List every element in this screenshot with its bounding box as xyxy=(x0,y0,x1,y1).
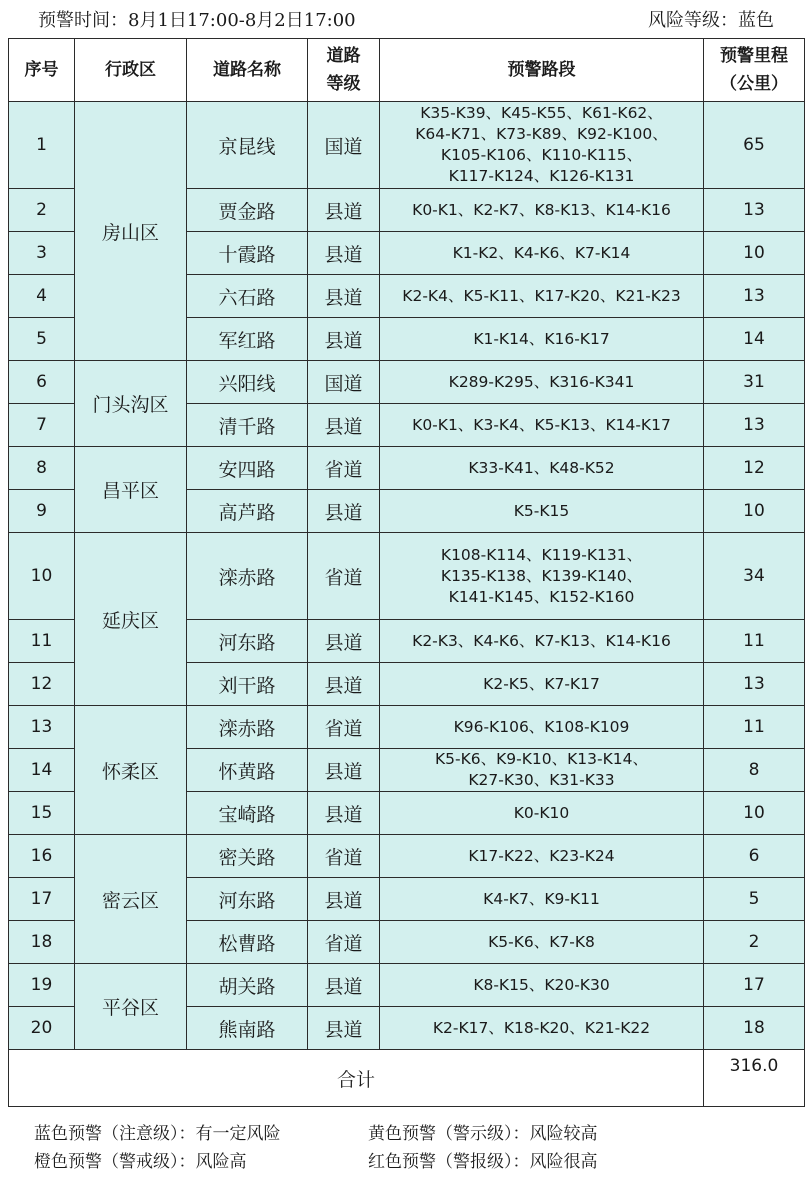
segments-cell xyxy=(380,878,704,921)
length-cell: 8 xyxy=(704,749,805,792)
segment-line: K5-K6、K9-K10、K13-K14、 xyxy=(434,750,649,768)
segment-line: K1-K2、K4-K6、K7-K14 xyxy=(452,243,631,262)
row-number: 5 xyxy=(9,318,75,361)
segments-cell xyxy=(380,404,704,447)
segment-line: K0-K10 xyxy=(513,803,570,822)
total-row xyxy=(9,1050,805,1107)
segment-line: K2-K17、K18-K20、K21-K22 xyxy=(432,1018,651,1037)
road-grade-cell: 国道 xyxy=(308,102,380,189)
road-name-cell: 熊南路 xyxy=(187,1007,308,1050)
road-name-cell: 十霞路 xyxy=(187,232,308,275)
segment-line: K141-K145、K152-K160 xyxy=(448,587,635,606)
length-cell: 12 xyxy=(704,447,805,490)
segment-line: K108-K114、K119-K131、 xyxy=(440,545,643,564)
segment-line: K5-K6、K7-K8 xyxy=(488,932,595,951)
district-cell: 房山区 xyxy=(75,102,187,361)
row-number: 15 xyxy=(9,792,75,835)
segments-cell xyxy=(380,361,704,404)
road-grade-cell: 县道 xyxy=(308,878,380,921)
road-name-cell: 刘干路 xyxy=(187,663,308,706)
total-value: 316.0 xyxy=(704,1050,805,1107)
segment-line: K4-K7、K9-K11 xyxy=(483,889,600,908)
segment-line: K35-K39、K45-K55、K61-K62、 xyxy=(420,104,663,122)
length-cell: 18 xyxy=(704,1007,805,1050)
row-number: 10 xyxy=(9,533,75,620)
segment-line: K27-K30、K31-K33 xyxy=(468,771,615,789)
road-grade-cell: 县道 xyxy=(308,663,380,706)
road-name-cell: 怀黄路 xyxy=(187,749,308,792)
segments-cell xyxy=(380,706,704,749)
road-grade-cell: 县道 xyxy=(308,620,380,663)
segment-line: K5-K15 xyxy=(513,501,570,520)
road-name-cell: 京昆线 xyxy=(187,102,308,189)
total-label: 合计 xyxy=(9,1050,704,1107)
segment-line: K2-K5、K7-K17 xyxy=(483,674,600,693)
header-road: 道路名称 xyxy=(187,39,308,102)
road-name-cell: 河东路 xyxy=(187,878,308,921)
road-grade-cell: 省道 xyxy=(308,447,380,490)
row-number: 11 xyxy=(9,620,75,663)
segment-line: K2-K3、K4-K6、K7-K13、K14-K16 xyxy=(412,631,671,650)
road-grade-cell: 县道 xyxy=(308,490,380,533)
district-cell: 平谷区 xyxy=(75,964,187,1050)
district-cell: 昌平区 xyxy=(75,447,187,533)
road-grade-cell: 县道 xyxy=(308,189,380,232)
road-name-cell: 兴阳线 xyxy=(187,361,308,404)
road-name-cell: 松曹路 xyxy=(187,921,308,964)
row-number: 1 xyxy=(9,102,75,189)
road-grade-cell: 省道 xyxy=(308,835,380,878)
segments-cell xyxy=(380,620,704,663)
header-line xyxy=(38,8,774,34)
road-name-cell: 宝崎路 xyxy=(187,792,308,835)
segment-line: K33-K41、K48-K52 xyxy=(468,458,615,477)
segments-cell xyxy=(380,749,704,792)
length-cell: 5 xyxy=(704,878,805,921)
header-grade-line1: 道路 xyxy=(326,46,361,66)
length-cell: 31 xyxy=(704,361,805,404)
road-name-cell: 滦赤路 xyxy=(187,706,308,749)
row-number: 14 xyxy=(9,749,75,792)
district-cell: 怀柔区 xyxy=(75,706,187,835)
header-district: 行政区 xyxy=(75,39,187,102)
segments-cell xyxy=(380,921,704,964)
row-number: 17 xyxy=(9,878,75,921)
length-cell: 11 xyxy=(704,620,805,663)
length-cell: 65 xyxy=(704,102,805,189)
legend-red: 红色预警（警报级）：风险很高 xyxy=(368,1152,598,1172)
road-grade-cell: 省道 xyxy=(308,706,380,749)
road-grade-cell: 县道 xyxy=(308,1007,380,1050)
segments-cell xyxy=(380,663,704,706)
road-grade-cell: 县道 xyxy=(308,964,380,1007)
segments-cell xyxy=(380,275,704,318)
length-cell: 13 xyxy=(704,275,805,318)
length-cell: 11 xyxy=(704,706,805,749)
header-no: 序号 xyxy=(9,39,75,102)
row-number: 3 xyxy=(9,232,75,275)
legend xyxy=(34,1120,734,1176)
row-number: 6 xyxy=(9,361,75,404)
segments-cell xyxy=(380,835,704,878)
row-number: 7 xyxy=(9,404,75,447)
table-row xyxy=(9,447,805,490)
table-row xyxy=(9,835,805,878)
segments-cell xyxy=(380,490,704,533)
header-length-line2: （公里） xyxy=(720,74,788,94)
road-grade-cell: 县道 xyxy=(308,275,380,318)
length-cell: 17 xyxy=(704,964,805,1007)
table-row xyxy=(9,533,805,620)
road-name-cell: 高芦路 xyxy=(187,490,308,533)
header-grade xyxy=(308,39,380,102)
road-name-cell: 军红路 xyxy=(187,318,308,361)
row-number: 20 xyxy=(9,1007,75,1050)
segments-cell xyxy=(380,232,704,275)
row-number: 16 xyxy=(9,835,75,878)
legend-yellow: 黄色预警（警示级）：风险较高 xyxy=(368,1124,598,1144)
table-row xyxy=(9,102,805,189)
road-name-cell: 密关路 xyxy=(187,835,308,878)
length-cell: 13 xyxy=(704,189,805,232)
risk-level: 风险等级：蓝色 xyxy=(648,10,774,31)
segment-line: K289-K295、K316-K341 xyxy=(448,372,635,391)
segment-line: K1-K14、K16-K17 xyxy=(473,329,610,348)
length-cell: 34 xyxy=(704,533,805,620)
legend-orange: 橙色预警（警戒级）：风险高 xyxy=(34,1152,247,1172)
road-name-cell: 清千路 xyxy=(187,404,308,447)
segment-line: K17-K22、K23-K24 xyxy=(468,846,615,865)
length-cell: 13 xyxy=(704,404,805,447)
road-grade-cell: 县道 xyxy=(308,318,380,361)
road-grade-cell: 县道 xyxy=(308,404,380,447)
header-length xyxy=(704,39,805,102)
length-cell: 6 xyxy=(704,835,805,878)
road-name-cell: 滦赤路 xyxy=(187,533,308,620)
row-number: 13 xyxy=(9,706,75,749)
row-number: 4 xyxy=(9,275,75,318)
road-grade-cell: 县道 xyxy=(308,232,380,275)
table-body xyxy=(9,102,805,1050)
segments-cell xyxy=(380,792,704,835)
segments-cell xyxy=(380,533,704,620)
segment-line: K8-K15、K20-K30 xyxy=(473,975,610,994)
road-grade-cell: 县道 xyxy=(308,749,380,792)
road-grade-cell: 县道 xyxy=(308,792,380,835)
segment-line: K135-K138、K139-K140、 xyxy=(440,566,643,585)
segment-line: K105-K106、K110-K115、 xyxy=(440,146,643,164)
warning-time: 预警时间：8月1日17:00-8月2日17:00 xyxy=(38,10,356,31)
segment-line: K0-K1、K2-K7、K8-K13、K14-K16 xyxy=(412,200,671,219)
length-cell: 2 xyxy=(704,921,805,964)
length-cell: 10 xyxy=(704,232,805,275)
row-number: 18 xyxy=(9,921,75,964)
road-grade-cell: 国道 xyxy=(308,361,380,404)
length-cell: 10 xyxy=(704,490,805,533)
road-name-cell: 贾金路 xyxy=(187,189,308,232)
road-name-cell: 河东路 xyxy=(187,620,308,663)
segments-cell xyxy=(380,964,704,1007)
legend-blue: 蓝色预警（注意级）：有一定风险 xyxy=(34,1124,281,1144)
segments-cell xyxy=(380,1007,704,1050)
header-segments: 预警路段 xyxy=(380,39,704,102)
legend-row xyxy=(34,1120,734,1148)
table-row xyxy=(9,964,805,1007)
table-row xyxy=(9,706,805,749)
segment-line: K117-K124、K126-K131 xyxy=(448,167,635,185)
segments-cell xyxy=(380,102,704,189)
district-cell: 门头沟区 xyxy=(75,361,187,447)
road-grade-cell: 省道 xyxy=(308,533,380,620)
segments-cell xyxy=(380,318,704,361)
header-length-line1: 预警里程 xyxy=(720,46,788,66)
road-name-cell: 六石路 xyxy=(187,275,308,318)
row-number: 12 xyxy=(9,663,75,706)
header-grade-line2: 等级 xyxy=(326,74,361,94)
segment-line: K2-K4、K5-K11、K17-K20、K21-K23 xyxy=(402,286,681,305)
segment-line: K96-K106、K108-K109 xyxy=(453,717,630,736)
table-row xyxy=(9,361,805,404)
segments-cell xyxy=(380,189,704,232)
road-name-cell: 安四路 xyxy=(187,447,308,490)
segment-line: K64-K71、K73-K89、K92-K100、 xyxy=(415,125,668,143)
row-number: 2 xyxy=(9,189,75,232)
road-grade-cell: 省道 xyxy=(308,921,380,964)
length-cell: 10 xyxy=(704,792,805,835)
row-number: 9 xyxy=(9,490,75,533)
length-cell: 13 xyxy=(704,663,805,706)
legend-row xyxy=(34,1148,734,1176)
length-cell: 14 xyxy=(704,318,805,361)
district-cell: 密云区 xyxy=(75,835,187,964)
table-header-row xyxy=(9,39,805,102)
row-number: 8 xyxy=(9,447,75,490)
row-number: 19 xyxy=(9,964,75,1007)
road-name-cell: 胡关路 xyxy=(187,964,308,1007)
district-cell: 延庆区 xyxy=(75,533,187,706)
warning-table xyxy=(8,38,805,1107)
segments-cell xyxy=(380,447,704,490)
segment-line: K0-K1、K3-K4、K5-K13、K14-K17 xyxy=(412,415,671,434)
